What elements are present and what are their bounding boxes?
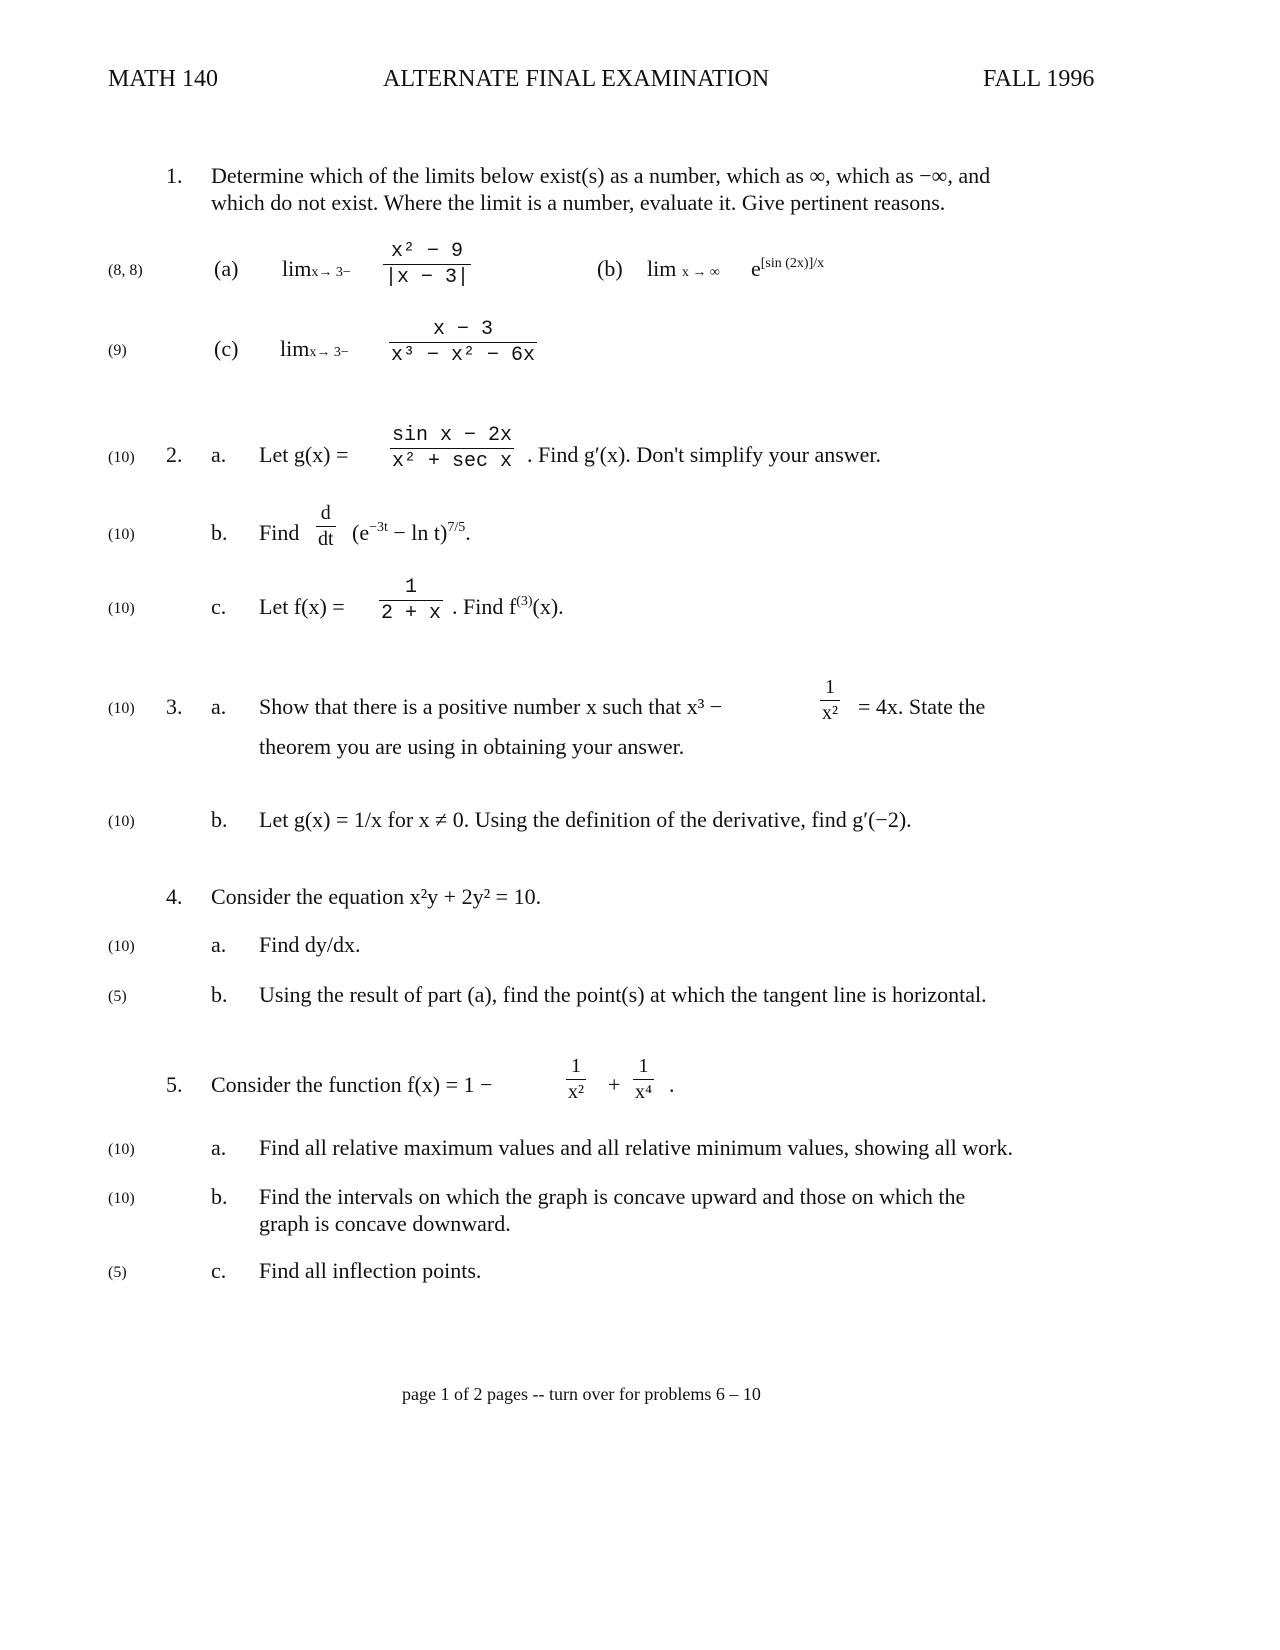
q1b-lim: lim x → ∞ xyxy=(647,256,720,281)
q5a-label: a. xyxy=(211,1135,227,1160)
q3b-label: b. xyxy=(211,807,228,832)
q2a-let: Let g(x) = xyxy=(259,442,349,467)
q4b-text: Using the result of part (a), find the point(s) at which the tangent line is horizontal. xyxy=(259,982,987,1007)
q5b-line1: Find the intervals on which the graph is concave upward and those on which the xyxy=(259,1184,966,1209)
q1c-fraction: $\frac{x - 3}{\text{x³ − x² − 6x}}$ xyxy=(391,318,536,367)
q5-text: Consider the function f(x) = 1 − xyxy=(211,1072,493,1097)
q1a-fraction: $\frac{\text{x² − 9}}{|x - 3|}$ xyxy=(385,240,470,289)
q2a-fraction: sin x − 2x x² + sec x xyxy=(392,424,513,473)
q4-points-b: (5) xyxy=(108,988,127,1005)
q1b-label: (b) xyxy=(597,256,623,281)
q1a-label: (a) xyxy=(214,256,239,281)
q2a-rest: . Find g′(x). Don't simplify your answer. xyxy=(527,442,882,467)
q1c-label: (c) xyxy=(214,336,239,361)
q3-points-b: (10) xyxy=(108,813,135,830)
q3-number: 3. xyxy=(166,694,183,719)
q5-number: 5. xyxy=(166,1072,183,1097)
q2c-find: . Find $f^{(3)}(x)$. xyxy=(452,594,564,619)
q2-number: 2. xyxy=(166,442,183,467)
q5-fraction-2: $\frac{1}{\text{x⁴}}$ xyxy=(635,1055,652,1103)
q1c-lim: limx→ 3− xyxy=(280,336,349,361)
q2c-label: c. xyxy=(211,594,227,619)
q5c-text: Find all inflection points. xyxy=(259,1258,482,1283)
q5c-label: c. xyxy=(211,1258,227,1283)
q4a-text: Find dy/dx. xyxy=(259,932,361,957)
q3b-text: Let g(x) = 1/x for x ≠ 0. Using the definition of the derivative, find g′(−2). xyxy=(259,807,912,832)
q4b-label: b. xyxy=(211,982,228,1007)
term-label: FALL 1996 xyxy=(983,66,1095,92)
q2-points-a: (10) xyxy=(108,449,135,466)
q4-points-a: (10) xyxy=(108,938,135,955)
q2b-expression: $(e^{-3t} - \ln t)^{7/5}$. xyxy=(352,520,471,545)
q3a-text: Show that there is a positive number x such that x³ − xyxy=(259,694,723,719)
q2-points-b: (10) xyxy=(108,526,135,543)
q5-end: . xyxy=(669,1072,675,1097)
q5-fraction-1: $\frac{1}{\text{x²}}$ xyxy=(568,1055,584,1103)
q4a-label: a. xyxy=(211,932,227,957)
q2c-fraction: $\frac{1}{2 + x}$ xyxy=(381,576,442,625)
q5-points-a: (10) xyxy=(108,1141,135,1158)
q4-number: 4. xyxy=(166,884,183,909)
q1-line2: which do not exist. Where the limit is a number, evaluate it. Give pertinent reasons. xyxy=(211,190,946,215)
q5b-line2: graph is concave downward. xyxy=(259,1211,511,1236)
q5b-label: b. xyxy=(211,1184,228,1209)
q2c-let: Let f(x) = xyxy=(259,594,345,619)
q2b-label: b. xyxy=(211,520,228,545)
page-footer: page 1 of 2 pages -- turn over for problems 6 – 10 xyxy=(402,1384,761,1404)
q3-points-a: (10) xyxy=(108,700,135,717)
q1-line1: Determine which of the limits below exist(s) as a number, which as ∞, which as −∞, and xyxy=(211,163,991,188)
q2a-label: a. xyxy=(211,442,227,467)
q5-points-c: (5) xyxy=(108,1264,127,1281)
q3a-fraction: $\frac{1}{\text{x²}}$ xyxy=(822,676,838,724)
q2-points-c: (10) xyxy=(108,600,135,617)
q1a-lim: limx→ 3− xyxy=(282,256,351,281)
q5a-text: Find all relative maximum values and all relative minimum values, showing all work. xyxy=(259,1135,1013,1160)
q5-points-b: (10) xyxy=(108,1190,135,1207)
q1-points-ab: (8, 8) xyxy=(108,262,143,279)
q2b-derivative-operator: $\frac{d}{dt}$ xyxy=(318,502,334,550)
q1-number: 1. xyxy=(166,163,183,188)
q4-text: Consider the equation x²y + 2y² = 10. xyxy=(211,884,542,909)
q2b-find: Find xyxy=(259,520,300,545)
course-label: MATH 140 xyxy=(108,66,219,92)
q3a-rest: = 4x. State the xyxy=(858,694,986,719)
q3a-line2: theorem you are using in obtaining your answer. xyxy=(259,734,685,759)
q1-points-c: (9) xyxy=(108,342,127,359)
q3a-label: a. xyxy=(211,694,227,719)
q1b-expression: $e^{[sin (2x)]/x}$ xyxy=(751,256,825,281)
q5-plus: + xyxy=(608,1072,621,1097)
exam-title: ALTERNATE FINAL EXAMINATION xyxy=(383,66,770,92)
